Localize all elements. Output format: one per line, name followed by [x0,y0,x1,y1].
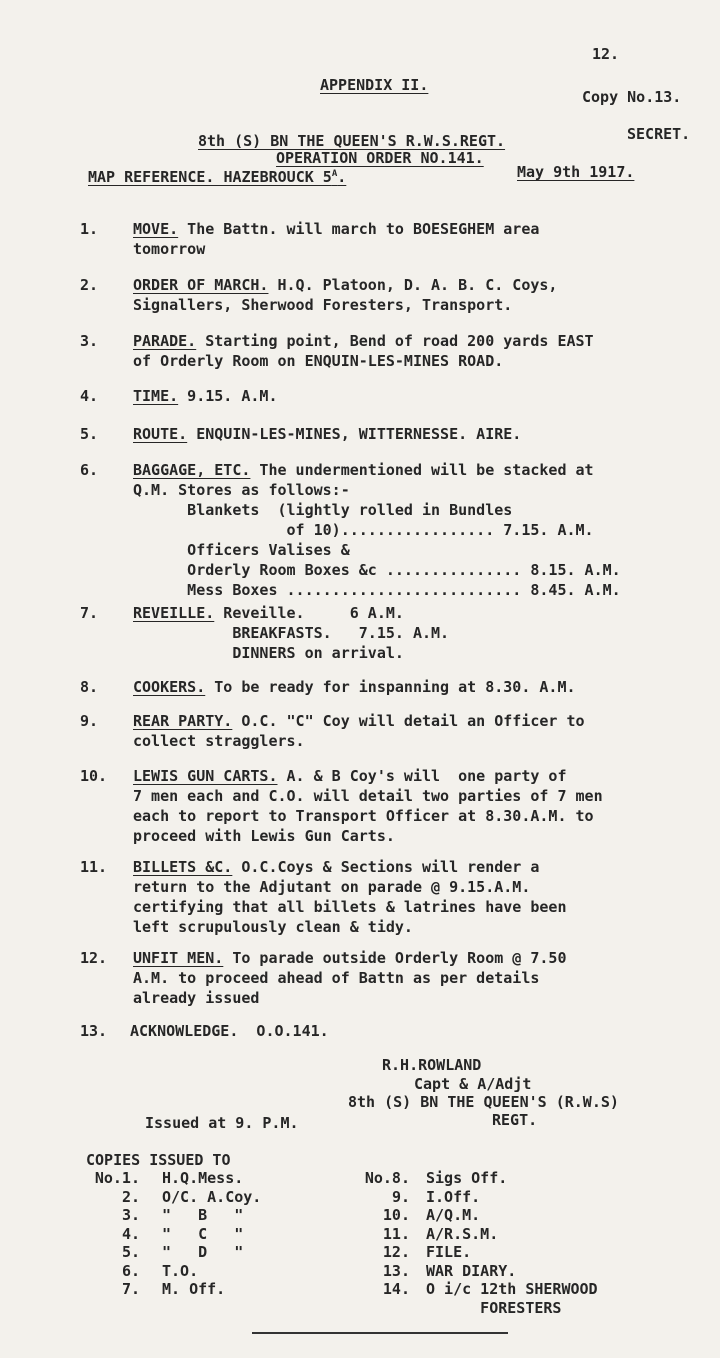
item-body [133,331,708,371]
copy-recipient: A/Q.M. [426,1206,481,1224]
item-number: 10. [80,767,108,785]
item-line [133,239,708,259]
item-heading: ROUTE. [133,425,188,443]
item-line [133,351,708,371]
item-line [133,623,708,643]
item-line [133,968,708,988]
item-heading: REVEILLE. [133,604,215,622]
item-text: Signallers, Sherwood Foresters, Transport. [133,296,513,314]
item-text: BREAKFASTS. 7.15. A.M. [133,624,450,642]
item-text: To parade outside Orderly Room @ 7.50 [223,949,567,967]
copy-recipient: H.Q.Mess. [162,1169,244,1187]
copy-recipient: I.Off. [426,1187,481,1206]
item-text: To be ready for inspanning at 8.30. A.M. [205,678,576,696]
copy-number-label: No.1. [94,1169,140,1187]
item-text: tomorrow [133,240,206,258]
item-line [133,580,708,600]
signatory-name: R.H.ROWLAND [382,1056,482,1074]
item-text: O.C.Coys & Sections will render a [232,858,540,876]
item-text: Officers Valises & [133,541,350,559]
item-text: each to report to Transport Officer at 8.30.A.M. to [133,807,594,825]
item-text: The Battn. will march to BOESEGHEM area [178,220,540,238]
item-text: Mess Boxes .......................... 8.45. A.M. [133,581,621,599]
copy-number-label: 10. [382,1206,410,1224]
item-heading: REAR PARTY. [133,712,233,730]
item-body [133,857,708,937]
item-body [133,948,708,1008]
item-text: proceed with Lewis Gun Carts. [133,827,395,845]
issued-time: Issued at 9. P.M. [145,1114,299,1132]
item-line [133,275,708,295]
item-body [130,1021,705,1041]
item-text: collect stragglers. [133,732,305,750]
item-body [133,275,708,315]
item-line [133,331,708,351]
item-heading: BILLETS &C. [133,858,233,876]
item-number: 7. [80,604,99,622]
copy-recipient: M. Off. [162,1280,226,1298]
item-number: 8. [80,678,99,696]
end-rule [252,1332,508,1334]
secret-marking: SECRET. [627,125,691,143]
item-line [133,643,708,663]
item-text: DINNERS on arrival. [133,644,404,662]
item-text: Orderly Room Boxes &c ............... 8.15. A.M. [133,561,621,579]
item-body [133,460,708,600]
copy-number-label: 2. [121,1187,140,1206]
item-line [133,917,708,937]
copy-number-label: 4. [121,1224,140,1243]
signatory-regt: REGT. [492,1111,538,1129]
item-text: ENQUIN-LES-MINES, WITTERNESSE. AIRE. [187,425,522,443]
item-heading: COOKERS. [133,678,206,696]
item-line [133,219,708,239]
item-line [133,877,708,897]
item-text: Starting point, Bend of road 200 yards EAST [196,332,594,350]
item-number: 2. [80,276,99,294]
item-body [133,677,708,697]
copy-number-label: 7. [121,1280,140,1298]
item-number: 12. [80,949,108,967]
unit-header: 8th (S) BN THE QUEEN'S R.W.S.REGT. [198,132,506,150]
copy-number-label: 13. [382,1261,410,1280]
copy-recipient: " B " [162,1206,244,1224]
item-heading: PARADE. [133,332,197,350]
copy-recipient: FILE. [426,1243,472,1261]
copy-recipient: O/C. A.Coy. [162,1187,262,1206]
copy-recipient: O i/c 12th SHERWOOD [426,1280,598,1298]
item-number: 4. [80,387,99,405]
appendix-title: APPENDIX II. [320,76,429,94]
item-body [133,766,708,846]
item-text: O.C. "C" Coy will detail an Officer to [232,712,585,730]
item-line [133,826,708,846]
copy-recipient: FORESTERS [426,1298,562,1317]
item-line [133,560,708,580]
item-text: ACKNOWLEDGE. O.O.141. [130,1022,329,1040]
item-line [133,386,708,406]
item-text: certifying that all billets & latrines have been [133,898,567,916]
copy-recipient: WAR DIARY. [426,1261,517,1280]
item-line [133,786,708,806]
item-body [133,711,708,751]
item-line [133,460,708,480]
item-line [133,540,708,560]
item-text: 9.15. A.M. [178,387,278,405]
copy-number-label: 14. [382,1280,410,1298]
copy-number-label: No.8. [364,1169,410,1187]
item-number: 11. [80,858,108,876]
copy-number-label: 6. [121,1261,140,1280]
item-heading: BAGGAGE, ETC. [133,461,251,479]
item-heading: UNFIT MEN. [133,949,224,967]
item-text: of Orderly Room on ENQUIN-LES-MINES ROAD. [133,352,504,370]
item-heading: ORDER OF MARCH. [133,276,269,294]
copy-number-label: 3. [121,1206,140,1224]
signatory-rank: Capt & A/Adjt [414,1075,532,1093]
item-number: 13. [80,1022,108,1040]
item-line [133,711,708,731]
item-text: already issued [133,989,260,1007]
item-heading: TIME. [133,387,179,405]
item-text: Reveille. 6 A.M. [214,604,404,622]
item-body [133,386,708,406]
item-line [133,731,708,751]
item-line [133,295,708,315]
item-line [130,1021,705,1041]
item-text: 7 men each and C.O. will detail two parties of 7 men [133,787,603,805]
copy-recipient: T.O. [162,1261,199,1280]
page-number: 12. [592,45,620,63]
item-number: 6. [80,461,99,479]
item-number: 3. [80,332,99,350]
item-text: Blankets (lightly rolled in Bundles [133,501,513,519]
item-heading: LEWIS GUN CARTS. [133,767,278,785]
item-body [133,424,708,444]
item-body [133,603,708,663]
item-text: H.Q. Platoon, D. A. B. C. Coys, [268,276,558,294]
item-number: 9. [80,712,99,730]
item-text: return to the Adjutant on parade @ 9.15.A.M. [133,878,531,896]
item-line [133,603,708,623]
copy-number-label: 11. [382,1224,410,1243]
item-text: A. & B Coy's will one party of [277,767,567,785]
item-number: 1. [80,220,99,238]
order-title: OPERATION ORDER NO.141. [276,149,484,167]
copy-recipient: A/R.S.M. [426,1224,499,1243]
item-text: Q.M. Stores as follows:- [133,481,350,499]
item-line [133,806,708,826]
item-line [133,500,708,520]
item-text: of 10)................. 7.15. A.M. [133,521,594,539]
copy-number-label: 12. [382,1243,410,1261]
item-text: left scrupulously clean & tidy. [133,918,413,936]
item-number: 5. [80,425,99,443]
item-line [133,897,708,917]
item-text: A.M. to proceed ahead of Battn as per details [133,969,540,987]
item-line [133,948,708,968]
item-text: The undermentioned will be stacked at [250,461,594,479]
item-heading: MOVE. [133,220,179,238]
item-line [133,766,708,786]
item-line [133,424,708,444]
copy-recipient: " C " [162,1224,244,1243]
item-line [133,480,708,500]
item-body [133,219,708,259]
copies-heading: COPIES ISSUED TO [86,1151,231,1169]
copy-recipient: " D " [162,1243,244,1261]
map-reference: MAP REFERENCE. HAZEBROUCK $5^A$. [88,168,347,186]
item-line [133,520,708,540]
item-line [133,857,708,877]
order-date: May 9th 1917. [517,163,635,181]
copy-number-label: 9. [391,1187,410,1206]
item-line [133,677,708,697]
copy-number-label: 5. [121,1243,140,1261]
signatory-unit: 8th (S) BN THE QUEEN'S (R.W.S) [348,1093,619,1111]
item-line [133,988,708,1008]
copy-number: Copy No.13. [582,88,682,106]
copy-recipient: Sigs Off. [426,1169,508,1187]
